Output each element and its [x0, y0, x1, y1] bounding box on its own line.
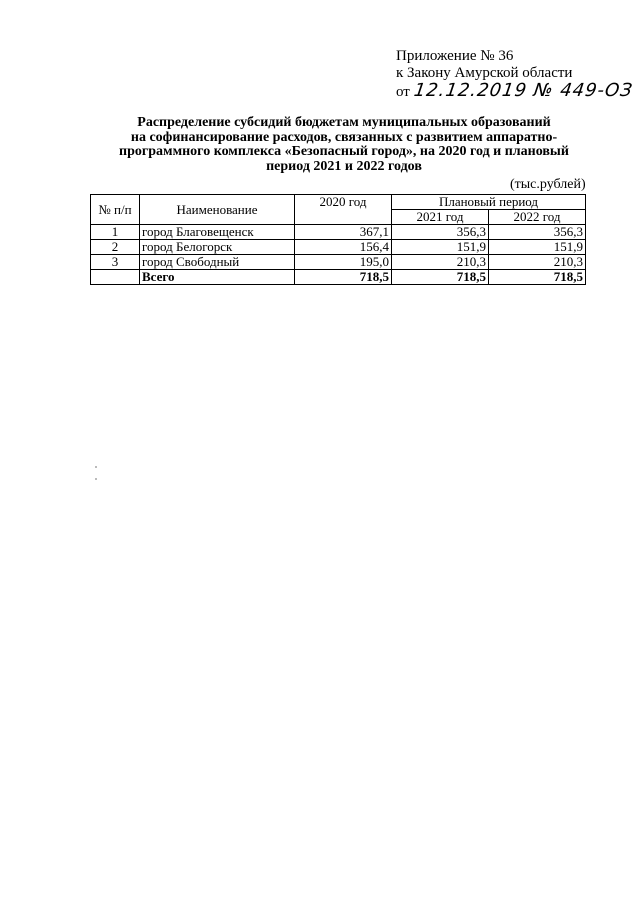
- row-name: город Свободный: [140, 255, 295, 270]
- header-2022: 2022 год: [489, 210, 586, 225]
- appendix-number: Приложение № 36: [396, 48, 514, 64]
- table-row: [91, 240, 586, 255]
- handwritten-date-number: 12.12.2019 № 449-ОЗ: [412, 80, 635, 101]
- header-2021: 2021 год: [392, 210, 489, 225]
- row-name: город Благовещенск: [140, 225, 295, 240]
- appendix-date-line: [396, 82, 633, 101]
- row-2022: 210,3: [489, 255, 586, 270]
- title-line-4: период 2021 и 2022 годов: [266, 158, 422, 174]
- header-2020: 2020 год: [295, 195, 392, 225]
- title-line-3: программного комплекса «Безопасный город», на 2020 год и плановый: [119, 144, 569, 159]
- title-line-2: на софинансирование расходов, связанных с развитием аппаратно-: [130, 129, 558, 145]
- subsidy-table: [90, 194, 586, 285]
- total-2021: 718,5: [392, 270, 489, 285]
- total-2022: 718,5: [489, 270, 586, 285]
- total-num-cell: [91, 270, 140, 285]
- header-num: № п/п: [91, 195, 140, 225]
- appendix-header: [396, 48, 633, 101]
- header-plan-period: Плановый период: [392, 195, 586, 210]
- row-2022: 356,3: [489, 225, 586, 240]
- row-num: 1: [91, 225, 140, 240]
- table-row: [91, 225, 586, 240]
- row-2022: 151,9: [489, 240, 586, 255]
- total-2020: 718,5: [295, 270, 392, 285]
- total-row: [91, 270, 586, 285]
- appendix-date-prefix: от: [396, 84, 410, 100]
- title-line-1: Распределение субсидий бюджетам муниципальных образований: [137, 115, 551, 130]
- header-name: Наименование: [140, 195, 295, 225]
- row-2020: 195,0: [295, 255, 392, 270]
- total-label: Всего: [140, 270, 295, 285]
- row-num: 3: [91, 255, 140, 270]
- row-num: 2: [91, 240, 140, 255]
- row-2021: 151,9: [392, 240, 489, 255]
- row-2020: 156,4: [295, 240, 392, 255]
- appendix-law-reference: к Закону Амурской области: [396, 65, 573, 81]
- document-title: [98, 116, 590, 174]
- table-row: [91, 255, 586, 270]
- row-2020: 367,1: [295, 225, 392, 240]
- row-name: город Белогорск: [140, 240, 295, 255]
- row-2021: 210,3: [392, 255, 489, 270]
- row-2021: 356,3: [392, 225, 489, 240]
- units-label: (тыс.рублей): [510, 177, 586, 192]
